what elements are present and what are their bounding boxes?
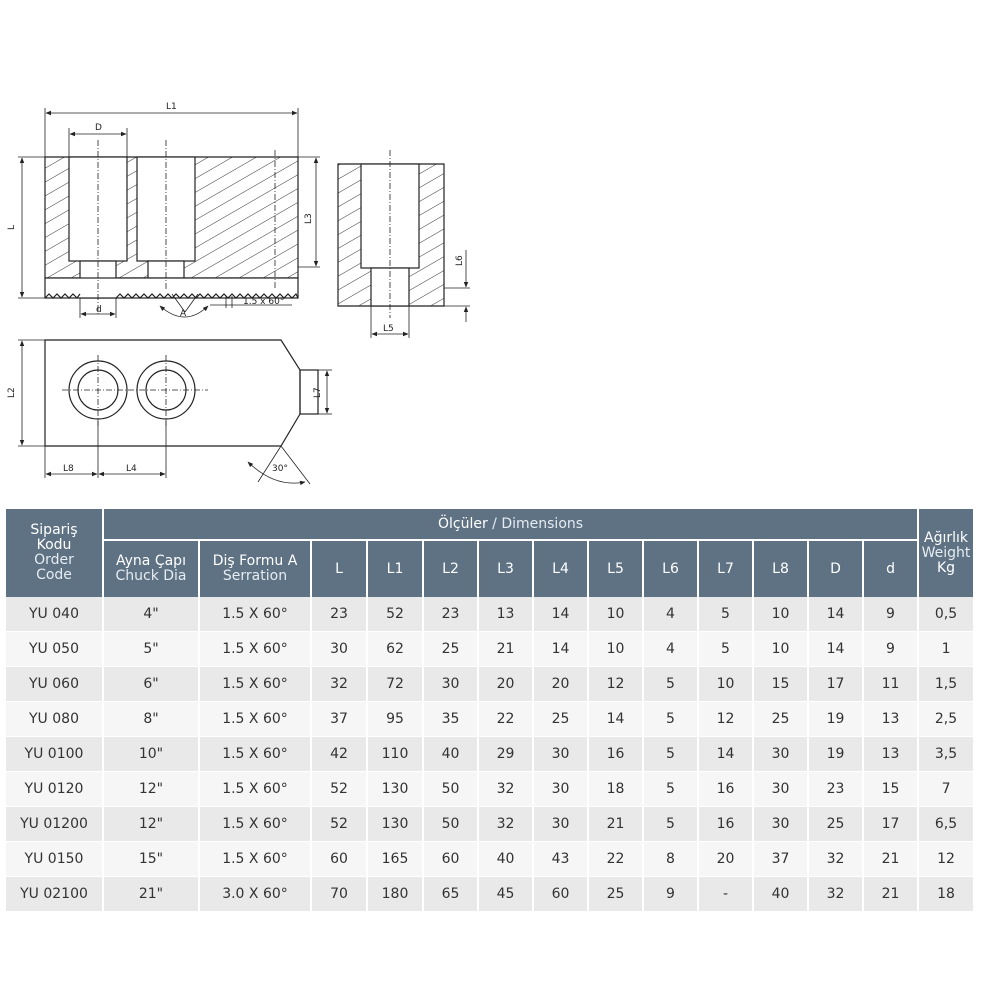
table-cell: 40	[423, 737, 478, 772]
table-cell: 52	[311, 772, 367, 807]
table-cell: 29	[478, 737, 533, 772]
table-cell: 20	[478, 667, 533, 702]
dim-label-L5: L5	[383, 324, 394, 334]
table-cell: 22	[478, 702, 533, 737]
table-cell: 20	[533, 667, 588, 702]
front-section-view	[18, 108, 320, 318]
table-cell: 0,5	[918, 597, 974, 632]
table-cell: 15	[753, 667, 808, 702]
table-cell: 40	[478, 842, 533, 877]
table-cell: 130	[367, 807, 423, 842]
table-cell: 5	[643, 772, 698, 807]
table-cell: 50	[423, 772, 478, 807]
header-col-L4: L4	[533, 540, 588, 597]
table-cell: 11	[863, 667, 918, 702]
table-cell: 17	[808, 667, 863, 702]
header-col-L5: L5	[588, 540, 643, 597]
table-cell: 5	[698, 632, 753, 667]
table-cell: 21	[863, 842, 918, 877]
dim-label-L6: L6	[455, 255, 465, 266]
table-cell: YU 02100	[5, 877, 103, 912]
table-cell: 3.0 X 60°	[199, 877, 311, 912]
table-cell: 42	[311, 737, 367, 772]
dim-label-L: L	[7, 224, 17, 230]
table-cell: 12	[698, 702, 753, 737]
table-cell: 32	[478, 772, 533, 807]
table-cell: 37	[311, 702, 367, 737]
table-cell: 25	[753, 702, 808, 737]
table-cell: 43	[533, 842, 588, 877]
side-section-view	[338, 150, 470, 338]
table-cell: 72	[367, 667, 423, 702]
table-cell: 30	[533, 772, 588, 807]
table-cell: 21	[588, 807, 643, 842]
table-cell: 21	[863, 877, 918, 912]
dimensions-table	[4, 509, 975, 912]
table-cell: 60	[311, 842, 367, 877]
table-cell: 19	[808, 702, 863, 737]
dim-label-L8: L8	[63, 464, 74, 474]
table-cell: 10	[588, 632, 643, 667]
table-cell: 9	[863, 632, 918, 667]
dim-label-d: d	[96, 305, 102, 315]
table-cell: 30	[533, 807, 588, 842]
table-cell: 25	[588, 877, 643, 912]
table-cell: 13	[863, 737, 918, 772]
table-row	[5, 772, 974, 807]
table-cell: 65	[423, 877, 478, 912]
table-cell: 5	[643, 807, 698, 842]
table-cell: 14	[808, 632, 863, 667]
table-cell: 62	[367, 632, 423, 667]
table-cell: 4"	[103, 597, 199, 632]
table-cell: 18	[918, 877, 974, 912]
table-cell: 1.5 X 60°	[199, 597, 311, 632]
header-col-L1: L1	[367, 540, 423, 597]
table-cell: 110	[367, 737, 423, 772]
table-cell: 6"	[103, 667, 199, 702]
table-cell: 9	[863, 597, 918, 632]
table-cell: 1.5 X 60°	[199, 772, 311, 807]
table-cell: 8"	[103, 702, 199, 737]
table-cell: 3,5	[918, 737, 974, 772]
dim-label-D: D	[95, 123, 102, 133]
table-cell: 5"	[103, 632, 199, 667]
table-cell: 37	[753, 842, 808, 877]
table-row	[5, 807, 974, 842]
table-cell: 2,5	[918, 702, 974, 737]
table-cell: 10	[588, 597, 643, 632]
table-cell: 52	[367, 597, 423, 632]
table-row	[5, 597, 974, 632]
dimensions-table-wrapper	[4, 509, 971, 912]
table-cell: 30	[753, 772, 808, 807]
table-cell: 4	[643, 632, 698, 667]
table-cell: 12"	[103, 772, 199, 807]
table-cell: 15	[863, 772, 918, 807]
table-cell: 32	[808, 877, 863, 912]
table-cell: 30	[311, 632, 367, 667]
header-chuck-dia: Ayna Çapı Chuck Dia	[103, 540, 199, 597]
table-cell: 21	[478, 632, 533, 667]
table-row	[5, 877, 974, 912]
header-col-D: D	[808, 540, 863, 597]
table-cell: YU 01200	[5, 807, 103, 842]
table-cell: 1,5	[918, 667, 974, 702]
dim-label-L3: L3	[304, 213, 314, 224]
dim-label-L1: L1	[166, 102, 177, 112]
table-cell: 50	[423, 807, 478, 842]
table-cell: 165	[367, 842, 423, 877]
table-cell: 10"	[103, 737, 199, 772]
header-dimensions: Ölçüler / Dimensions	[103, 509, 918, 540]
table-cell: 95	[367, 702, 423, 737]
table-cell: 1.5 X 60°	[199, 667, 311, 702]
table-cell: 30	[423, 667, 478, 702]
table-cell: 1.5 X 60°	[199, 632, 311, 667]
table-cell: 14	[808, 597, 863, 632]
table-cell: 1.5 X 60°	[199, 807, 311, 842]
table-cell: 5	[643, 737, 698, 772]
header-serration: Diş Formu A Serration	[199, 540, 311, 597]
header-col-L: L	[311, 540, 367, 597]
table-cell: 19	[808, 737, 863, 772]
table-cell: 30	[753, 807, 808, 842]
table-cell: 12"	[103, 807, 199, 842]
table-cell: 14	[533, 597, 588, 632]
table-cell: 1.5 X 60°	[199, 702, 311, 737]
table-cell: 52	[311, 807, 367, 842]
table-cell: 1	[918, 632, 974, 667]
table-cell: YU 0150	[5, 842, 103, 877]
table-cell: 13	[478, 597, 533, 632]
table-cell: 1.5 X 60°	[199, 842, 311, 877]
table-cell: YU 080	[5, 702, 103, 737]
table-cell: 40	[753, 877, 808, 912]
table-row	[5, 632, 974, 667]
table-row	[5, 842, 974, 877]
table-cell: 1.5 X 60°	[199, 737, 311, 772]
table-cell: 32	[311, 667, 367, 702]
header-col-L3: L3	[478, 540, 533, 597]
table-row	[5, 667, 974, 702]
table-cell: 14	[588, 702, 643, 737]
table-body	[5, 597, 974, 912]
table-row	[5, 737, 974, 772]
dim-label-L2: L2	[7, 387, 17, 398]
table-cell: 23	[311, 597, 367, 632]
table-cell: 10	[698, 667, 753, 702]
table-cell: 15"	[103, 842, 199, 877]
table-cell: 32	[478, 807, 533, 842]
table-cell: 21"	[103, 877, 199, 912]
table-cell: 22	[588, 842, 643, 877]
dim-label-A: A	[180, 309, 187, 319]
header-weight: Ağırlık Weight Kg	[918, 509, 974, 597]
table-cell: 16	[698, 807, 753, 842]
table-cell: 5	[643, 702, 698, 737]
header-col-L8: L8	[753, 540, 808, 597]
table-cell: 13	[863, 702, 918, 737]
table-cell: 12	[588, 667, 643, 702]
table-cell: 16	[698, 772, 753, 807]
table-cell: 5	[643, 667, 698, 702]
dim-label-angle: 30°	[272, 464, 288, 474]
table-cell: 25	[808, 807, 863, 842]
table-cell: 8	[643, 842, 698, 877]
table-cell: 20	[698, 842, 753, 877]
table-cell: 60	[533, 877, 588, 912]
table-cell: 45	[478, 877, 533, 912]
table-cell: 10	[753, 632, 808, 667]
table-cell: -	[698, 877, 753, 912]
table-cell: 16	[588, 737, 643, 772]
table-cell: 30	[533, 737, 588, 772]
table-cell: 17	[863, 807, 918, 842]
header-col-L7: L7	[698, 540, 753, 597]
dim-label-L7: L7	[313, 387, 323, 398]
table-cell: 14	[698, 737, 753, 772]
table-cell: YU 060	[5, 667, 103, 702]
header-order-code: Sipariş Kodu Order Code	[5, 509, 103, 597]
dim-label-L4: L4	[126, 464, 137, 474]
table-cell: 35	[423, 702, 478, 737]
table-cell: 23	[423, 597, 478, 632]
table-cell: 12	[918, 842, 974, 877]
table-cell: 180	[367, 877, 423, 912]
header-col-L6: L6	[643, 540, 698, 597]
table-cell: YU 0100	[5, 737, 103, 772]
dim-label-serration: 1.5 x 60°	[243, 297, 285, 307]
table-cell: 130	[367, 772, 423, 807]
table-cell: 25	[533, 702, 588, 737]
header-col-d: d	[863, 540, 918, 597]
header-col-L2: L2	[423, 540, 478, 597]
table-cell: 9	[643, 877, 698, 912]
table-cell: 32	[808, 842, 863, 877]
table-cell: 30	[753, 737, 808, 772]
table-cell: 5	[698, 597, 753, 632]
table-cell: 70	[311, 877, 367, 912]
table-cell: 7	[918, 772, 974, 807]
table-cell: 14	[533, 632, 588, 667]
top-view	[18, 340, 332, 484]
table-cell: 60	[423, 842, 478, 877]
table-cell: 25	[423, 632, 478, 667]
table-cell: YU 050	[5, 632, 103, 667]
table-cell: 23	[808, 772, 863, 807]
table-cell: 10	[753, 597, 808, 632]
table-cell: YU 0120	[5, 772, 103, 807]
table-cell: 6,5	[918, 807, 974, 842]
table-row	[5, 702, 974, 737]
table-cell: YU 040	[5, 597, 103, 632]
table-cell: 18	[588, 772, 643, 807]
table-cell: 4	[643, 597, 698, 632]
